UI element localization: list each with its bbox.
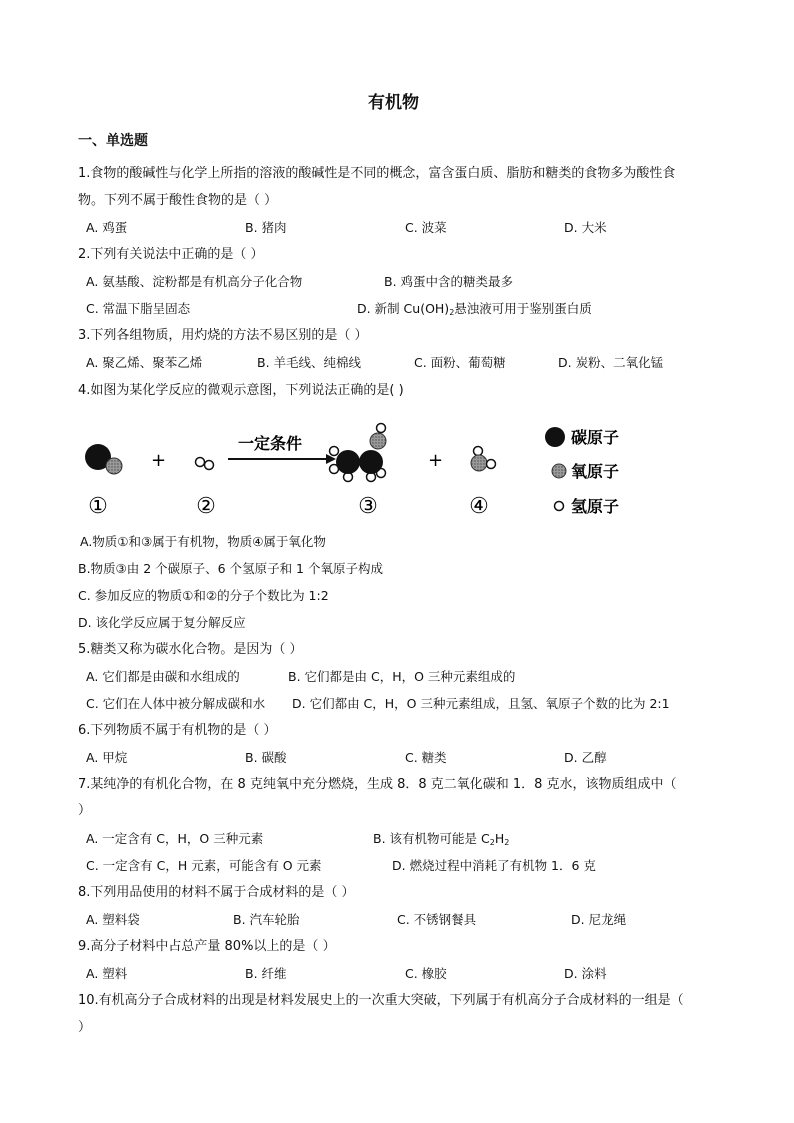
q6-option-b: B. 碳酸 [245,750,287,765]
q2-option-b: B. 鸡蛋中含的糖类最多 [384,274,514,289]
q4-option-d: D. 该化学反应属于复分解反应 [78,615,246,630]
plus-sign-2: + [428,450,444,471]
q8-option-a: A. 塑料袋 [86,912,140,927]
q7-option-d: D. 燃烧过程中消耗了有机物 1．6 克 [392,858,596,873]
q2-option-d-subscript: 2 [449,308,455,317]
hydrogen-atom [487,460,496,469]
question-7-line-2: ） [78,803,92,818]
question-9: 9.高分子材料中占总产量 80%以上的是（ ） [78,939,336,954]
q5-option-d: D. 它们都由 C，H，O 三种元素组成，且氢、氧原子个数的比为 2:1 [292,696,670,711]
q6-option-c: C. 糖类 [405,750,447,765]
question-1-line-2: 物。下列不属于酸性食物的是（ ） [78,193,278,208]
question-6: 6.下列物质不属于有机物的是（ ） [78,723,277,738]
q9-option-b: B. 纤维 [245,966,287,981]
q7-option-c: C. 一定含有 C，H 元素，可能含有 O 元素 [86,858,322,873]
question-4: 4.如图为某化学反应的微观示意图，下列说法正确的是( ) [78,383,404,398]
q3-option-a: A. 聚乙烯、聚苯乙烯 [86,355,203,370]
legend-hydrogen-swatch [555,502,564,511]
reaction-arrow [228,454,336,464]
reaction-condition: 一定条件 [238,434,303,453]
q2-option-d [357,299,592,323]
q9-option-c: C. 橡胶 [405,966,447,981]
oxygen-atom [471,455,487,471]
question-10-line-2: ） [78,1020,92,1035]
molecule-4 [471,447,496,472]
q6-option-d: D. 乙醇 [564,750,607,765]
question-2: 2.下列有关说法中正确的是（ ） [78,247,264,262]
q7-option-b-part2: H [494,831,505,846]
q1-option-a: A. 鸡蛋 [86,220,128,235]
plus-sign-1: + [151,450,167,471]
q5-option-c: C. 它们在人体中被分解成碳和水 [86,696,266,711]
q2-option-d-part1: D. 新制 Cu(OH) [357,301,450,316]
q9-option-a: A. 塑料 [86,966,128,981]
legend-hydrogen-label: 氢原子 [571,497,620,516]
q2-option-d-part2: 悬浊液可用于鉴别蛋白质 [454,301,592,316]
legend [545,427,619,516]
molecule-3 [330,424,387,482]
label-4: ④ [469,494,489,519]
q4-option-a: A.物质①和③属于有机物，物质④属于氧化物 [80,534,326,549]
label-1: ① [88,494,108,519]
q3-option-c: C. 面粉、葡萄糖 [414,355,506,370]
question-8: 8.下列用品使用的材料不属于合成材料的是（ ） [78,885,355,900]
oxygen-atom [370,433,386,449]
q6-option-a: A. 甲烷 [86,750,128,765]
q9-option-d: D. 涂料 [564,966,607,981]
q7-option-b-part1: B. 该有机物可能是 C [373,831,490,846]
hydrogen-atom [205,461,214,470]
q8-option-c: C. 不锈钢餐具 [397,912,477,927]
q4-option-c: C. 参加反应的物质①和②的分子个数比为 1:2 [78,588,329,603]
reaction-diagram-svg [78,415,668,525]
q7-option-a: A. 一定含有 C，H，O 三种元素 [86,831,264,846]
q8-option-d: D. 尼龙绳 [571,912,627,927]
legend-carbon-swatch [545,427,565,447]
carbon-atom [336,450,360,474]
q1-option-b: B. 猪肉 [245,220,287,235]
question-5: 5.糖类又称为碳水化合物。是因为（ ） [78,642,303,657]
question-10-line-1: 10.有机高分子合成材料的出现是材料发展史上的一次重大突破，下列属于有机高分子合成材料的一组是（ [78,993,684,1008]
q2-option-c: C. 常温下脂呈固态 [86,301,191,316]
q3-option-d: D. 炭粉、二氧化锰 [558,355,664,370]
legend-oxygen-swatch [552,464,566,478]
carbon-atom [359,450,383,474]
section-heading: 一、单选题 [78,133,148,149]
question-3: 3.下列各组物质，用灼烧的方法不易区别的是（ ） [78,328,368,343]
reaction-diagram [78,415,668,525]
q7-option-b-subscript-1: 2 [489,838,495,847]
q8-option-b: B. 汽车轮胎 [233,912,300,927]
q1-option-c: C. 波菜 [405,220,447,235]
legend-oxygen-label: 氧原子 [571,462,620,481]
q7-option-b-subscript-2: 2 [504,838,510,847]
q2-option-a: A. 氨基酸、淀粉都是有机高分子化合物 [86,274,303,289]
oxygen-atom [106,458,122,474]
label-3: ③ [358,494,378,519]
molecule-1 [85,444,122,474]
q5-option-b: B. 它们都是由 C，H，O 三种元素组成的 [288,669,516,684]
hydrogen-atom [474,447,483,456]
q4-option-b: B.物质③由 2 个碳原子、6 个氢原子和 1 个氧原子构成 [78,561,383,576]
question-1-line-1: 1.食物的酸碱性与化学上所指的溶液的酸碱性是不同的概念，富含蛋白质、脂肪和糖类的食物多为酸性食 [78,166,676,181]
q5-option-a: A. 它们都是由碳和水组成的 [86,669,240,684]
hydrogen-atom [330,447,339,456]
page-title: 有机物 [368,93,419,113]
q7-option-b [373,829,509,853]
q3-option-b: B. 羊毛线、纯棉线 [257,355,362,370]
molecule-2 [196,458,214,470]
legend-carbon-label: 碳原子 [571,428,620,447]
label-2: ② [196,494,216,519]
q1-option-d: D. 大米 [564,220,607,235]
hydrogen-atom [196,458,205,467]
question-7-line-1: 7.某纯净的有机化合物，在 8 克纯氧中充分燃烧，生成 8．8 克二氧化碳和 1．8 克水，该物质组成中（ [78,777,677,792]
hydrogen-atom [377,424,386,433]
